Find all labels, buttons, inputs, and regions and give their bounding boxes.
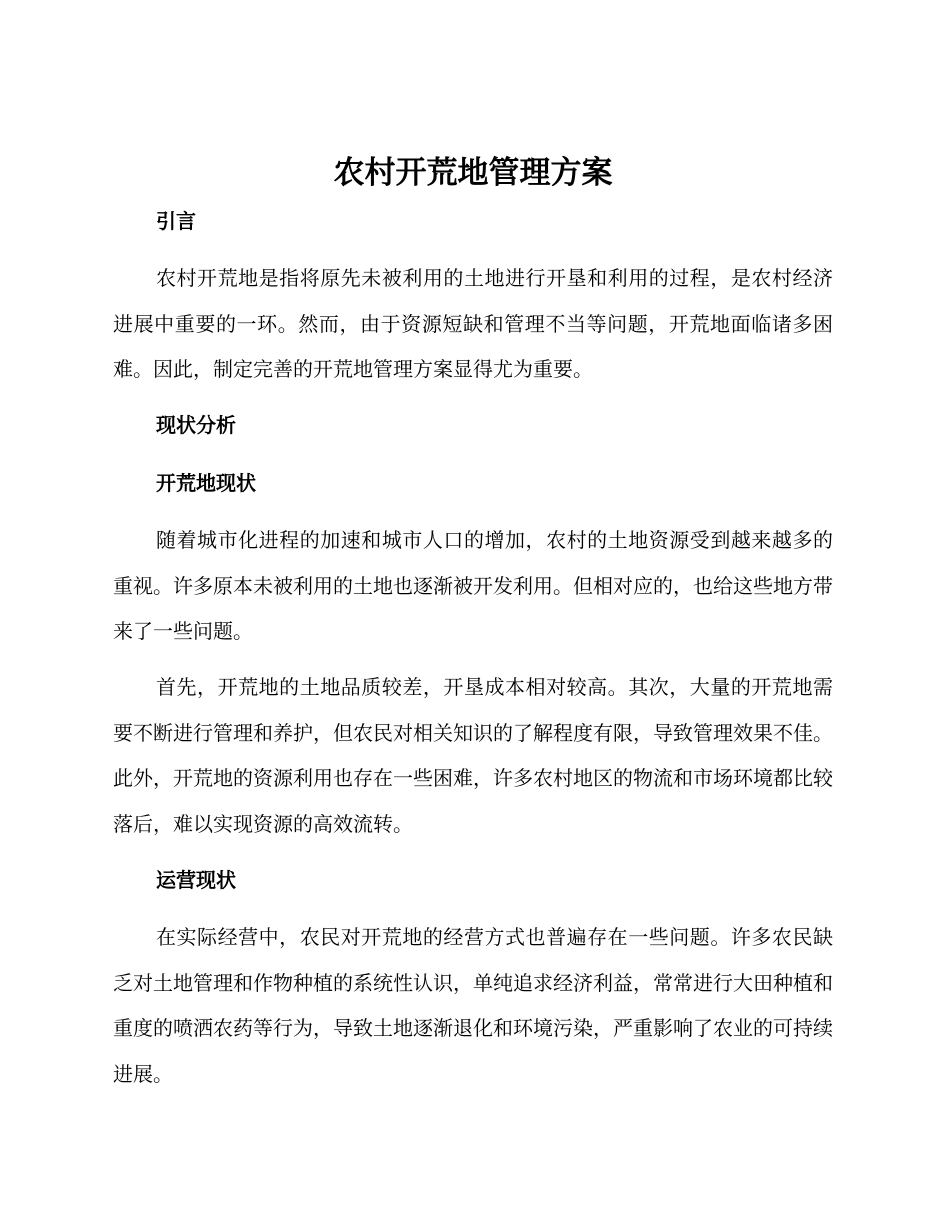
paragraph-operation-status: 在实际经营中，农民对开荒地的经营方式也普遍存在一些问题。许多农民缺乏对土地管理和作物种植的系统性认识，单纯追求经济利益，常常进行大田种植和重度的喷洒农药等行为，导致土地逐渐退化和环境污染，严重影响了农业的可持续进展。: [113, 925, 833, 1086]
section-heading-reclaimed-land-status: 开荒地现状: [156, 471, 256, 495]
paragraph-reclaimed-land-status-2: 首先，开荒地的土地品质较差，开垦成本相对较高。其次，大量的开荒地需要不断进行管理和养护，但农民对相关知识的了解程度有限，导致管理效果不佳。此外，开荒地的资源利用也存在一些困难，许多农村地区的物流和市场环境都比较落后，难以实现资源的高效流转。: [113, 675, 833, 836]
paragraph-reclaimed-land-status-1: 随着城市化进程的加速和城市人口的增加，农村的土地资源受到越来越多的重视。许多原本未被利用的土地也逐渐被开发利用。但相对应的，也给这些地方带来了一些问题。: [113, 528, 833, 643]
section-heading-introduction: 引言: [156, 209, 196, 233]
section-heading-operation-status: 运营现状: [156, 868, 236, 892]
section-heading-status-analysis: 现状分析: [156, 413, 236, 437]
paragraph-introduction: 农村开荒地是指将原先未被利用的土地进行开垦和利用的过程，是农村经济进展中重要的一环。然而，由于资源短缺和管理不当等问题，开荒地面临诸多困难。因此，制定完善的开荒地管理方案显得尤为重要。: [113, 266, 833, 381]
document-title: 农村开荒地管理方案: [333, 155, 613, 191]
